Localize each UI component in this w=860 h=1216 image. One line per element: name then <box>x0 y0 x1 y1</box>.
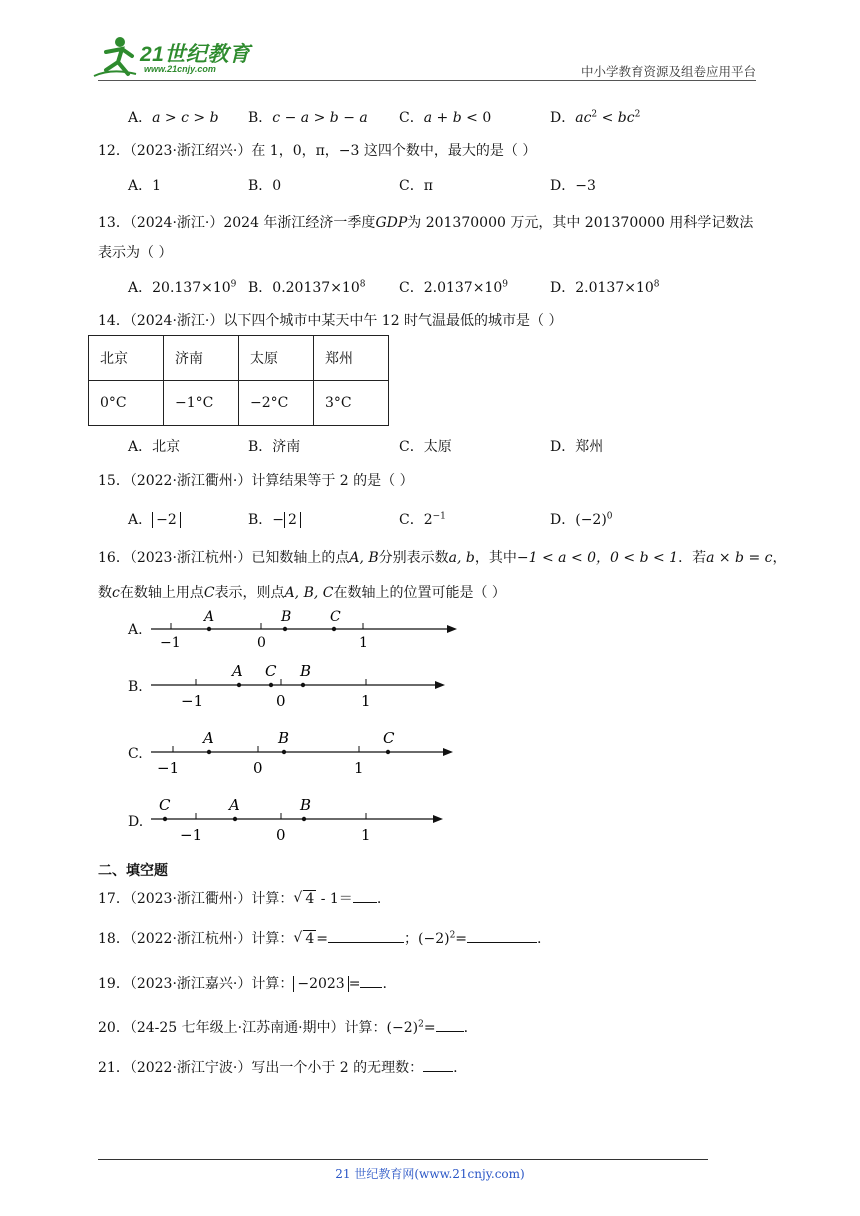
answer-blank <box>360 973 382 988</box>
table-cell: 济南 <box>164 336 239 381</box>
q16-number-line-d <box>145 794 455 846</box>
sqrt-symbol: √ 4 <box>293 891 316 907</box>
q13-option-a: A．$20.137\times 10^9$ <box>128 279 237 296</box>
tick-label: −1 <box>180 826 203 844</box>
q11-option-c: C．a + b < 0 <box>399 110 492 126</box>
q12-text: 12．（2023·浙江绍兴·）在 1，0，π，−3 这四个数中，最大的是（ ） <box>98 143 537 159</box>
point-label: C <box>383 729 395 747</box>
q15-option-c: C．$2^{-1}$ <box>399 511 446 528</box>
q13-text-line2: 表示为（ ） <box>98 245 173 261</box>
point-label: C <box>330 609 341 625</box>
q15-text: 15．（2022·浙江衢州·）计算结果等于 2 的是（ ） <box>98 473 414 489</box>
answer-blank <box>436 1017 464 1032</box>
q14-text: 14．（2024·浙江·）以下四个城市中某天中午 12 时气温最低的城市是（ ） <box>98 313 563 329</box>
q11-option-a: A．a > c > b <box>128 110 219 126</box>
point-label: A <box>232 662 243 680</box>
point-label: B <box>300 662 312 680</box>
logo-text: 21世纪教育 <box>140 43 251 66</box>
section-heading: 二、填空题 <box>98 863 168 879</box>
point-label: B <box>278 729 290 747</box>
q13-option-c: C．$2.0137\times 10^9$ <box>399 279 508 296</box>
q20-text: 20．（24-25 七年级上·江苏南通·期中）计算：$(-2)^2=$ . <box>98 1017 468 1037</box>
tick-label: 1 <box>361 826 371 844</box>
q16-option-c-label: C. <box>128 746 143 762</box>
q12-option-a: A．1 <box>128 178 162 194</box>
tick-label: 0 <box>276 826 286 844</box>
q21-text: 21．（2022·浙江宁波·）写出一个小于 2 的无理数： . <box>98 1057 458 1077</box>
tick-label: 1 <box>361 692 371 710</box>
point-label: A <box>229 796 240 814</box>
footer-text: 21 世纪教育网(www.21cnjy.com) <box>335 1167 525 1181</box>
q15-option-d: D．$(-2)^0$ <box>550 511 613 528</box>
tick-label: 0 <box>257 635 266 650</box>
q13-option-b: B．$0.20137\times 10^8$ <box>248 279 366 296</box>
q11-option-d: D．$ac^2 < bc^2$ <box>550 109 641 126</box>
q11-option-b: B．c − a > b − a <box>248 110 368 126</box>
q16-option-a-label: A. <box>128 622 143 638</box>
tick-label: 0 <box>253 759 263 777</box>
point-label: C <box>159 796 171 814</box>
table-cell: 北京 <box>89 336 164 381</box>
point-label: B <box>300 796 312 814</box>
q13-text-line1: 13．（2024·浙江·）2024 年浙江经济一季度GDP为 201370000 万元，其中 201370000 用科学记数法 <box>98 215 754 231</box>
q12-option-c: C．π <box>399 178 433 194</box>
header-platform-name: 中小学教育资源及组卷应用平台 <box>580 64 756 79</box>
q14-option-c: C．太原 <box>399 439 452 455</box>
q14-option-b: B．济南 <box>248 439 301 455</box>
header-divider <box>98 80 756 81</box>
answer-blank <box>328 928 404 943</box>
runner-logo-icon <box>92 34 138 78</box>
q16-number-line-a <box>145 605 465 650</box>
answer-blank <box>423 1057 453 1072</box>
point-label: C <box>265 662 277 680</box>
tick-label: −1 <box>157 759 180 777</box>
point-label: A <box>204 609 215 625</box>
tick-label: 1 <box>359 635 368 650</box>
q15-option-b: B．− 2 <box>248 509 301 529</box>
q19-text: 19．（2023·浙江嘉兴·）计算： −2023 = . <box>98 973 387 993</box>
q16-text-line1: 16．（2023·浙江杭州·）已知数轴上的点A, B分别表示数a, b，其中−1 < a < 0，0 < b < 1．若a × b = c， <box>98 550 787 566</box>
table-cell: 郑州 <box>314 336 389 381</box>
sqrt-symbol: √ 4 <box>293 931 316 947</box>
footer-divider <box>98 1159 708 1160</box>
point-label: B <box>281 609 292 625</box>
q14-option-d: D．郑州 <box>550 439 604 455</box>
q13-option-d: D．$2.0137\times 10^8$ <box>550 279 660 296</box>
answer-blank <box>353 888 377 903</box>
table-cell: 太原 <box>239 336 314 381</box>
tick-label: 1 <box>354 759 364 777</box>
table-cell: −2°C <box>239 381 314 426</box>
q16-number-line-c <box>145 727 465 779</box>
table-row <box>89 381 389 426</box>
q16-option-d-label: D. <box>128 814 144 830</box>
logo <box>92 34 262 78</box>
q18-text: 18．（2022·浙江杭州·）计算：√ 4 = ；$(-2)^2=$ . <box>98 928 541 948</box>
q17-text: 17．（2023·浙江衢州·）计算：√ 4 - 1＝ . <box>98 888 381 908</box>
q12-option-d: D．−3 <box>550 178 596 194</box>
logo-url: www.21cnjy.com <box>144 64 216 74</box>
table-cell: 3°C <box>314 381 389 426</box>
q12-option-b: B．0 <box>248 178 282 194</box>
table-cell: 0°C <box>89 381 164 426</box>
tick-label: −1 <box>181 692 204 710</box>
temperature-table <box>88 335 389 426</box>
point-label: A <box>203 729 214 747</box>
answer-blank <box>467 928 537 943</box>
q16-number-line-b <box>145 660 455 710</box>
table-row <box>89 336 389 381</box>
tick-label: 0 <box>276 692 286 710</box>
table-cell: −1°C <box>164 381 239 426</box>
q15-option-a: A． −2 <box>128 509 181 529</box>
tick-label: −1 <box>160 635 181 650</box>
q16-text-line2: 数c在数轴上用点C表示，则点A, B, C在数轴上的位置可能是（ ） <box>98 585 506 601</box>
q14-option-a: A．北京 <box>128 439 181 455</box>
q16-option-b-label: B. <box>128 679 143 695</box>
